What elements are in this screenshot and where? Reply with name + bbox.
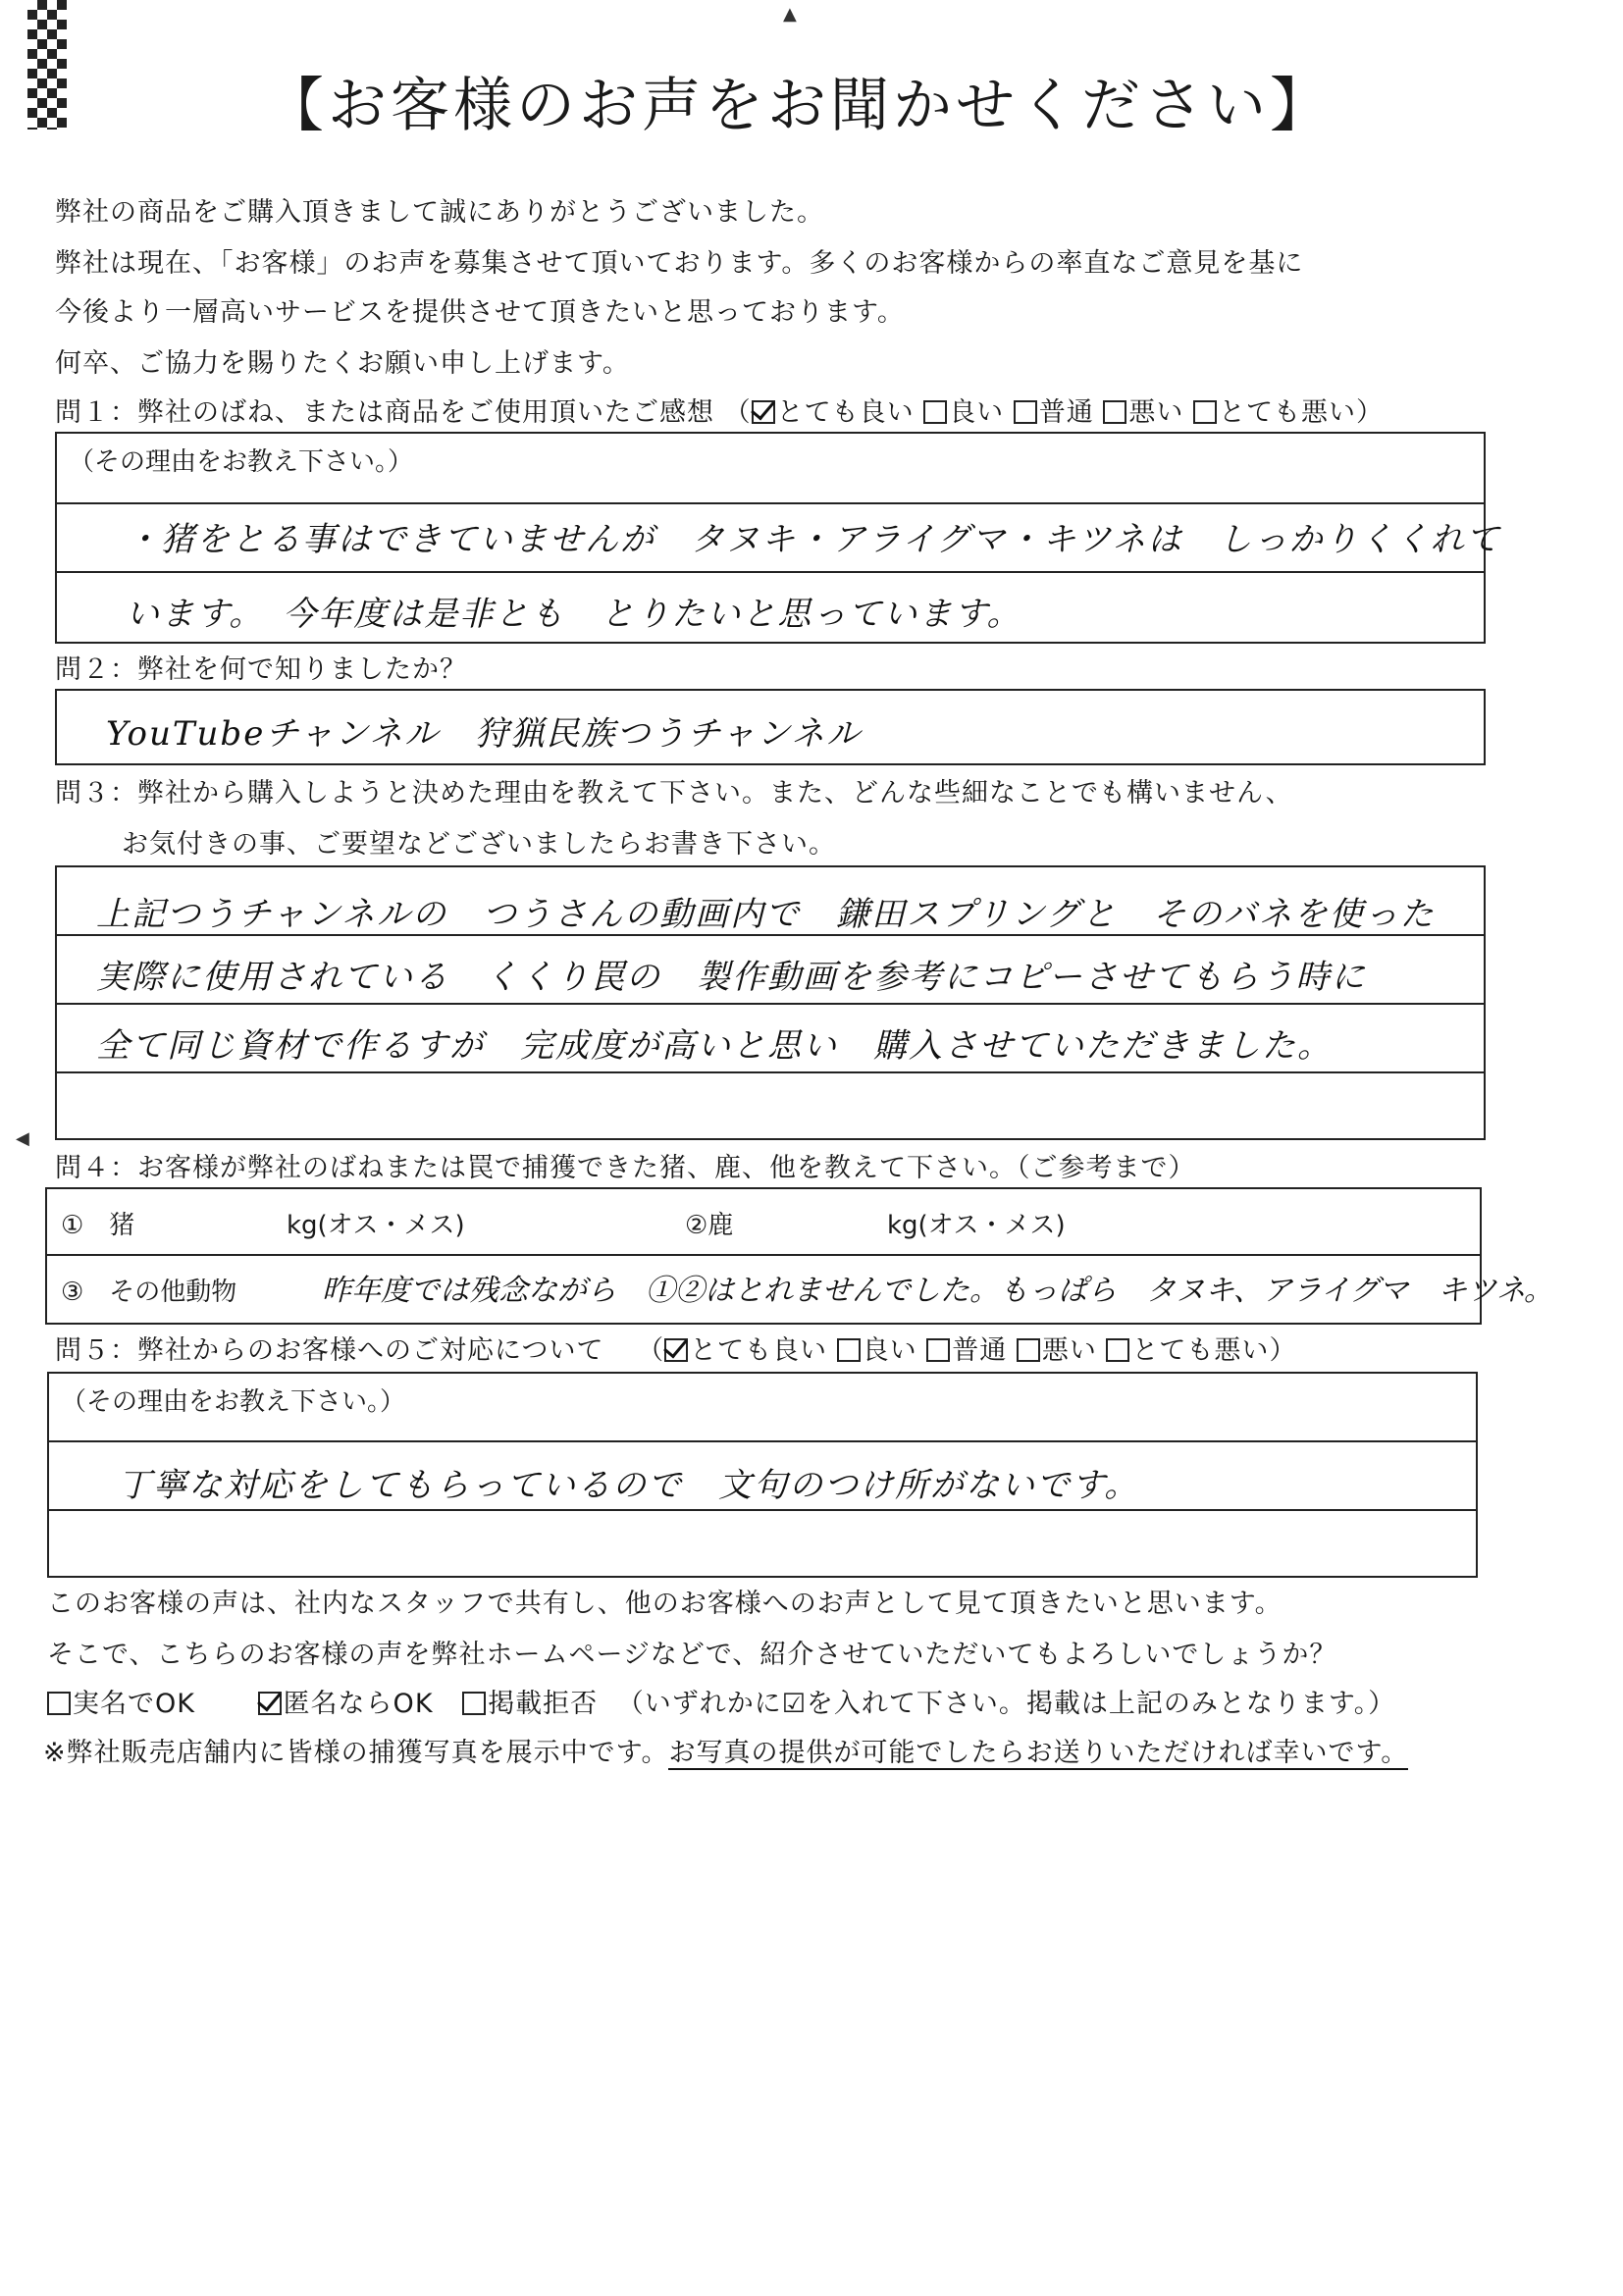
q1-option-2[interactable] xyxy=(1014,397,1094,428)
q5-answer-row-2[interactable] xyxy=(49,1511,1476,1576)
q5-option-3[interactable] xyxy=(1017,1335,1097,1366)
q2-answer-box[interactable] xyxy=(55,689,1486,765)
checkbox-checked-icon[interactable] xyxy=(752,400,775,424)
q5-option-label: とても良い xyxy=(690,1335,828,1366)
q4-other-answer[interactable]: 昨年度では残念ながら ①②はとれませんでした。もっぱら タヌキ、アライグマ キツネ。 xyxy=(322,1274,1553,1308)
consent-option-1[interactable] xyxy=(258,1689,434,1719)
q1-option-label: 良い xyxy=(949,397,1005,428)
q4-deer-unit[interactable]: kg(オス・メス) xyxy=(887,1211,1066,1240)
consent-note: （いずれかに☑を入れて下さい。掲載は上記のみとなります。） xyxy=(616,1689,1396,1719)
consent-option-2[interactable] xyxy=(462,1689,598,1719)
q1-option-label: とても悪い xyxy=(1218,397,1356,428)
q1-answer-line-2: います。 今年度は是非とも とりたいと思っています。 xyxy=(126,595,1022,634)
q4-row-boar-deer xyxy=(47,1189,1480,1256)
checkbox-icon[interactable] xyxy=(1103,400,1126,424)
q3-answer-row-1[interactable] xyxy=(57,867,1484,936)
checkbox-icon[interactable] xyxy=(837,1338,861,1362)
footer-line-2: そこで、こちらのお客様の声を弊社ホームページなどで、紹介させていただいてもよろしいでしょうか？ xyxy=(47,1640,1337,1670)
q5-option-4[interactable] xyxy=(1106,1335,1269,1366)
q5-answer-line-1: 丁寧な対応をしてもらっているので 文句のつけ所がないです。 xyxy=(118,1466,1140,1505)
footer-note xyxy=(43,1731,1408,1769)
checkbox-checked-icon[interactable] xyxy=(664,1338,688,1362)
consent-option-label: 匿名ならOK xyxy=(283,1689,434,1719)
q5-option-2[interactable] xyxy=(926,1335,1007,1366)
q5-option-label: 普通 xyxy=(952,1335,1008,1366)
q1-option-4[interactable] xyxy=(1193,397,1356,428)
checkbox-icon[interactable] xyxy=(1193,400,1217,424)
q5-option-1[interactable] xyxy=(837,1335,917,1366)
q1-answer-line-1: ・猪をとる事はできていませんが タヌキ・アライグマ・キツネは しっかりくくれて xyxy=(126,520,1501,559)
checker-pattern xyxy=(27,0,67,130)
q3-answer-box xyxy=(55,865,1486,1140)
q3-question: 問３：弊社から購入しようと決めた理由を教えて下さい。また、どんな些細なことでも構いません、 xyxy=(55,778,1293,809)
footer-consent xyxy=(47,1682,1395,1720)
q5-reason-row xyxy=(49,1374,1476,1442)
top-triangle-mark: ▲ xyxy=(783,4,797,25)
q2-answer: YouTubeチャンネル 狩猟民族つうチャンネル xyxy=(106,714,863,754)
q4-boar-label: ① 猪 xyxy=(61,1211,135,1240)
q1-option-3[interactable] xyxy=(1103,397,1183,428)
side-triangle-mark: ◀ xyxy=(16,1128,29,1149)
page-title: 【お客様のお声をお聞かせください】 xyxy=(265,72,1333,140)
checkbox-icon[interactable] xyxy=(1014,400,1037,424)
q5-answer-row-1[interactable] xyxy=(49,1442,1476,1511)
q1-question-text: 問１：弊社のばね、または商品をご使用頂いたご感想 xyxy=(55,397,714,428)
checkbox-checked-icon[interactable] xyxy=(258,1692,282,1715)
q1-reason-prompt: （その理由をお教え下さい。） xyxy=(69,447,414,477)
checkbox-icon[interactable] xyxy=(1017,1338,1040,1362)
consent-option-label: 掲載拒否 xyxy=(488,1689,599,1719)
consent-option-0[interactable] xyxy=(47,1689,195,1719)
q5-option-label: とても悪い xyxy=(1131,1335,1270,1366)
intro-line-2: 弊社は現在、「お客様」のお声を募集させて頂いております。多くのお客様からの率直なご意見を基に xyxy=(55,248,1304,279)
q4-row-other xyxy=(47,1256,1553,1323)
q1-option-label: 悪い xyxy=(1128,397,1184,428)
q5-question-text: 問５：弊社からのお客様へのご対応について xyxy=(55,1335,604,1366)
q5-question xyxy=(55,1329,1296,1367)
q1-reason-row xyxy=(57,434,1484,504)
q5-options: （ とても良い 良い 普通 悪い とても悪い） xyxy=(637,1335,1297,1366)
q1-option-0[interactable] xyxy=(752,397,915,428)
intro-line-4: 何卒、ご協力を賜りたくお願い申し上げます。 xyxy=(55,348,630,379)
q1-answer-row-2[interactable] xyxy=(57,573,1484,640)
q3-answer-row-3[interactable] xyxy=(57,1005,1484,1073)
q3-answer-line-2: 実際に使用されている くくり罠の 製作動画を参考にコピーさせてもらう時に xyxy=(96,958,1367,997)
q5-answer-box xyxy=(47,1372,1478,1578)
intro-line-1: 弊社の商品をご購入頂きまして誠にありがとうございました。 xyxy=(55,197,824,228)
footer-note-a: ※弊社販売店舗内に皆様の捕獲写真を展示中です。 xyxy=(43,1738,669,1768)
q5-option-0[interactable] xyxy=(664,1335,827,1366)
checkbox-icon[interactable] xyxy=(1106,1338,1129,1362)
consent-option-label: 実名でOK xyxy=(73,1689,195,1719)
q3-answer-line-3: 全て同じ資材で作るすが 完成度が高いと思い 購入させていただきました。 xyxy=(96,1026,1333,1066)
q1-option-1[interactable] xyxy=(923,397,1004,428)
q1-answer-row-1[interactable] xyxy=(57,504,1501,573)
q5-reason-prompt: （その理由をお教え下さい。） xyxy=(61,1387,406,1417)
q3-answer-line-1: 上記つうチャンネルの つうさんの動画内で 鎌田スプリングと そのバネを使った xyxy=(96,895,1436,934)
q4-other-label: ③ その他動物 xyxy=(61,1278,237,1307)
q1-option-label: とても良い xyxy=(776,397,915,428)
q4-answer-box xyxy=(45,1187,1553,1325)
checkbox-icon[interactable] xyxy=(923,400,947,424)
footer-note-b: お写真の提供が可能でしたらお送りいただければ幸いです。 xyxy=(668,1738,1409,1768)
q4-boar-unit[interactable]: kg(オス・メス) xyxy=(287,1211,465,1240)
q5-option-label: 良い xyxy=(862,1335,917,1366)
checkbox-icon[interactable] xyxy=(462,1692,486,1715)
q5-option-label: 悪い xyxy=(1041,1335,1097,1366)
q3-answer-row-2[interactable] xyxy=(57,936,1484,1005)
q4-question: 問４：お客様が弊社のばねまたは罠で捕獲できた猪、鹿、他を教えて下さい。（ご参考まで） xyxy=(55,1153,1196,1183)
q3-answer-row-4[interactable] xyxy=(57,1073,1484,1138)
q3-question-2: お気付きの事、ご要望などございましたらお書き下さい。 xyxy=(122,829,836,860)
q1-answer-box xyxy=(55,432,1501,644)
intro-line-3: 今後より一層高いサービスを提供させて頂きたいと思っております。 xyxy=(55,297,905,328)
q1-question xyxy=(55,391,1384,429)
checkbox-icon[interactable] xyxy=(926,1338,950,1362)
checkbox-icon[interactable] xyxy=(47,1692,71,1715)
footer-line-1: このお客様の声は、社内なスタッフで共有し、他のお客様へのお声として見て頂きたいと思います。 xyxy=(47,1589,1283,1619)
q1-option-label: 普通 xyxy=(1038,397,1094,428)
q2-question: 問２：弊社を何で知りましたか？ xyxy=(55,654,467,685)
q1-options: （ とても良い 良い 普通 悪い とても悪い） xyxy=(723,397,1384,428)
q4-deer-label: ②鹿 xyxy=(685,1211,734,1240)
